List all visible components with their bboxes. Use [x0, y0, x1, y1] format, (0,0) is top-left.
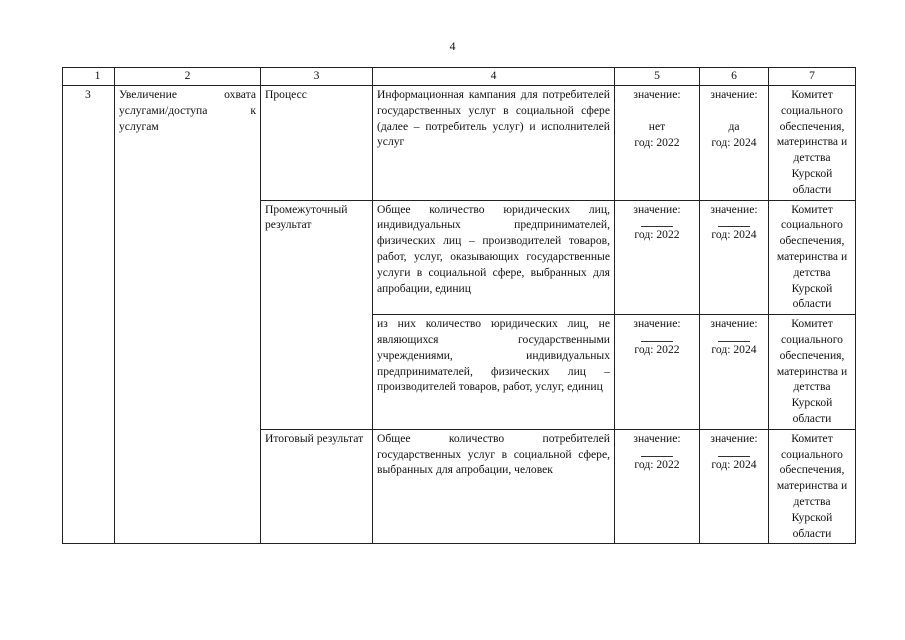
base-value-cell [615, 200, 700, 315]
year-text: год: 2024 [711, 135, 757, 149]
value-label: значение: [710, 202, 758, 216]
table-row [63, 86, 856, 201]
header-cell: 6 [700, 68, 769, 86]
indicators-table [62, 67, 856, 544]
header-cell: 7 [769, 68, 856, 86]
responsible-cell: Комитет социального обеспечения, материнства и детства Курской области [769, 200, 856, 315]
header-cell: 5 [615, 68, 700, 86]
year-text: год: 2024 [711, 342, 757, 356]
value-text: да [728, 119, 740, 133]
year-text: год: 2024 [711, 228, 757, 242]
responsible-cell: Комитет социального обеспечения, материнства и детства Курской области [769, 315, 856, 430]
row-number: 3 [63, 86, 115, 544]
year-text: год: 2022 [634, 342, 680, 356]
base-value-cell [615, 315, 700, 430]
header-cell: 1 [63, 68, 115, 86]
year-text: год: 2022 [634, 228, 680, 242]
page-number: 4 [449, 39, 456, 53]
responsible-cell: Комитет социального обеспечения, материнства и детства Курской области [769, 86, 856, 201]
year-text: год: 2022 [634, 457, 680, 471]
year-text: год: 2024 [711, 457, 757, 471]
header-cell: 3 [261, 68, 373, 86]
blank-value-line [718, 332, 750, 342]
blank-value-line [718, 217, 750, 227]
result-type-cell: Промежуточный результат [261, 200, 373, 429]
description-cell: Информационная кампания для потребителей государственных услуг в социальной сфере (далее – потребитель услуг) и исполнителей услуг [373, 86, 615, 201]
target-value-cell [700, 315, 769, 430]
result-type-cell: Процесс [261, 86, 373, 201]
value-label: значение: [633, 88, 681, 101]
blank-value-line [641, 332, 673, 342]
responsible-cell: Комитет социального обеспечения, материнства и детства Курской области [769, 429, 856, 544]
value-label: значение: [710, 88, 758, 101]
header-cell: 2 [115, 68, 261, 86]
blank-value-line [641, 447, 673, 457]
target-value-cell [700, 200, 769, 315]
description-cell: из них количество юридических лиц, не являющихся государственными учреждениями, индивидуальных предпринимателей, физических лиц – производителей товаров, работ, услуг, единиц [373, 315, 615, 430]
target-value-cell [700, 429, 769, 544]
header-cell: 4 [373, 68, 615, 86]
goal-cell: Увеличение охвата услугами/доступа к услугам [115, 86, 261, 544]
target-value-cell [700, 86, 769, 201]
value-text: нет [648, 119, 666, 133]
description-cell: Общее количество потребителей государственных услуг в социальной сфере, выбранных для апробации, человек [373, 429, 615, 544]
base-value-cell [615, 429, 700, 544]
value-label: значение: [633, 202, 681, 216]
blank-value-line [718, 447, 750, 457]
value-label: значение: [633, 431, 681, 445]
table-header-row [63, 68, 856, 86]
blank-value-line [641, 217, 673, 227]
description-cell: Общее количество юридических лиц, индивидуальных предпринимателей, физических лиц – производителей товаров, работ, услуг, оказывающих государственные услуги в социальной сфере, выбранных для апробации, единиц [373, 200, 615, 315]
value-label: значение: [710, 317, 758, 331]
value-label: значение: [633, 317, 681, 331]
result-type-cell: Итоговый результат [261, 429, 373, 544]
base-value-cell [615, 86, 700, 201]
value-label: значение: [710, 431, 758, 445]
year-text: год: 2022 [634, 135, 680, 149]
